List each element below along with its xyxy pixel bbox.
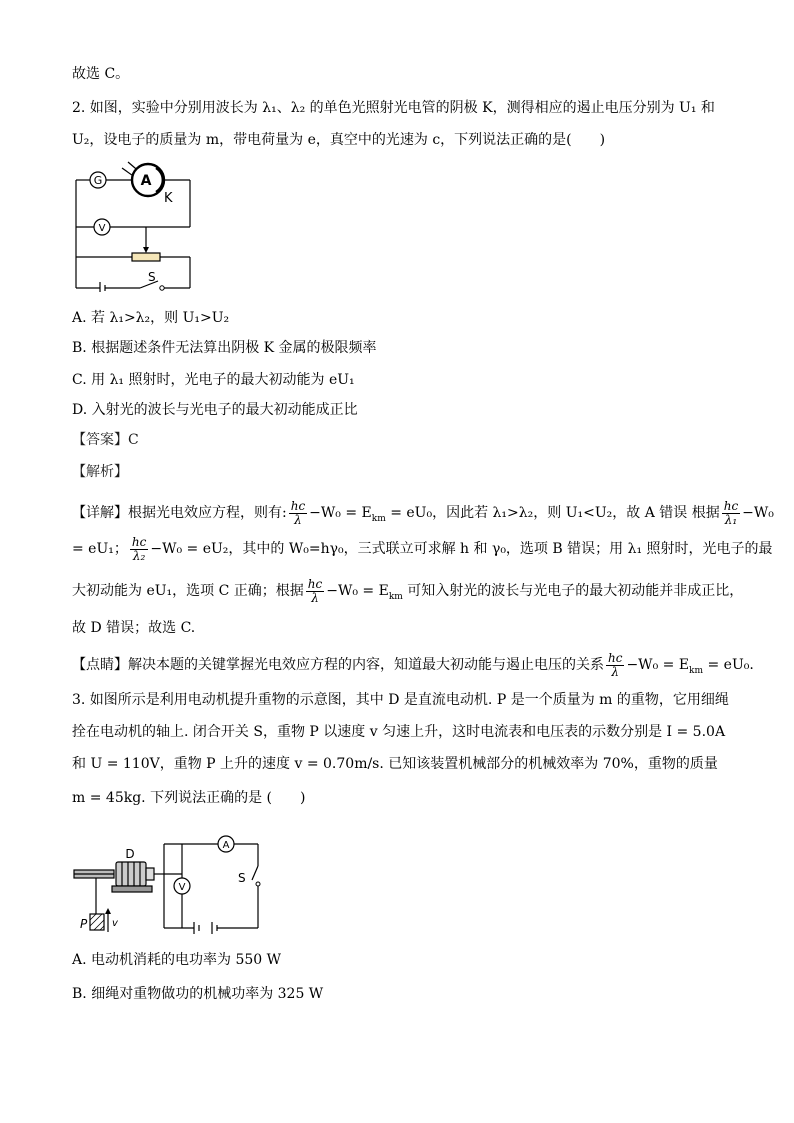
- fraction: $\frac{hc}{\lambda}$: [608, 650, 623, 679]
- option-d: D. 入射光的波长与光电子的最大初动能成正比: [72, 402, 358, 418]
- photoelectric-circuit-diagram: [70, 160, 200, 292]
- option-c: C. 用 λ₁ 照射时，光电子的最大初动能为 eU₁: [72, 372, 355, 388]
- detail-text: −W₀ = eU₂，其中的 W₀=hγ₀，三式联立可求解 h 和 γ₀，选项 B 错误；用 λ₁ 照射时，光电子的最: [150, 541, 773, 557]
- detail-text: = eU₁；: [72, 541, 128, 557]
- detail-line-2: [72, 532, 773, 566]
- detail-line-1: [72, 496, 774, 536]
- subscript: km: [388, 591, 403, 602]
- ammeter-label: A: [222, 840, 230, 851]
- velocity-label: v: [112, 918, 118, 929]
- analysis-heading: 【解析】: [72, 464, 128, 480]
- question-2-stem-cont: U₂，设电子的质量为 m，带电荷量为 e，真空中的光速为 c，下列说法正确的是( ): [72, 132, 606, 148]
- question-3-stem: 3. 如图所示是利用电动机提升重物的示意图，其中 D 是直流电动机. P 是一个质量为 m 的重物，它用细绳: [72, 692, 729, 708]
- subscript: km: [689, 665, 704, 676]
- motor-lifting-diagram: [72, 830, 272, 934]
- detail-text: −W₀ = E: [326, 583, 389, 599]
- detail-text: 大初动能为 eU₁，选项 C 正确；根据: [72, 583, 304, 599]
- answer-line: 【答案】C: [72, 432, 139, 448]
- key-point-text: −W₀ = E: [626, 657, 690, 673]
- detail-line-3: [72, 574, 743, 614]
- key-point-text: = eU₀.: [703, 657, 754, 673]
- switch-label: S: [148, 270, 156, 284]
- fraction: $\frac{hc}{\text{λ₂}}$: [131, 534, 147, 563]
- key-point-text: 【点睛】解决本题的关键掌握光电效应方程的内容，知道最大初动能与遏止电压的关系: [72, 657, 604, 673]
- fraction: $\frac{hc}{\lambda}$: [307, 576, 323, 605]
- voltmeter-label: V: [98, 223, 106, 234]
- motor-label: D: [125, 847, 135, 861]
- question-2-stem: 2. 如图，实验中分别用波长为 λ₁、λ₂ 的单色光照射光电管的阴极 K，测得相应的遏止电压分别为 U₁ 和: [72, 100, 715, 116]
- fraction: $\frac{hc}{\text{λ₁}}$: [723, 498, 739, 527]
- fraction: $\frac{hc}{\lambda}$: [290, 498, 306, 527]
- question-3-option-b: B. 细绳对重物做功的机械功率为 325 W: [72, 986, 324, 1002]
- detail-text: −W₀ = E: [309, 505, 372, 521]
- tube-anode-label: A: [140, 173, 152, 189]
- option-b: B. 根据题述条件无法算出阴极 K 金属的极限频率: [72, 340, 377, 356]
- detail-text: = eU₀，因此若 λ₁>λ₂，则 U₁<U₂，故 A 错误 根据: [385, 505, 720, 521]
- question-3-stem-cont: 和 U = 110V，重物 P 上升的速度 v = 0.70m/s. 已知该装置机械部分的机械效率为 70%，重物的质量: [72, 756, 718, 772]
- key-point-line: [72, 648, 754, 688]
- detail-text: −W₀: [742, 505, 774, 521]
- subscript: km: [371, 513, 386, 524]
- text-line: 故选 C。: [72, 66, 130, 82]
- galvanometer-label: G: [93, 174, 103, 187]
- option-a: A. 若 λ₁>λ₂，则 U₁>U₂: [72, 310, 230, 326]
- voltmeter-label: V: [178, 882, 186, 893]
- question-3-option-a: A. 电动机消耗的电功率为 550 W: [72, 952, 282, 968]
- detail-line-4: 故 D 错误；故选 C.: [72, 620, 196, 636]
- question-3-stem-cont: m = 45kg. 下列说法正确的是 ( ): [72, 790, 306, 806]
- switch-label: S: [238, 871, 246, 885]
- cathode-label: K: [164, 191, 173, 206]
- question-3-stem-cont: 拴在电动机的轴上. 闭合开关 S，重物 P 以速度 v 匀速上升，这时电流表和电压表的示数分别是 I = 5.0A: [72, 724, 726, 740]
- detail-text: 【详解】根据光电效应方程，则有:: [72, 505, 287, 521]
- weight-label: P: [80, 917, 88, 931]
- detail-text: 可知入射光的波长与光电子的最大初动能并非成正比，: [402, 583, 744, 599]
